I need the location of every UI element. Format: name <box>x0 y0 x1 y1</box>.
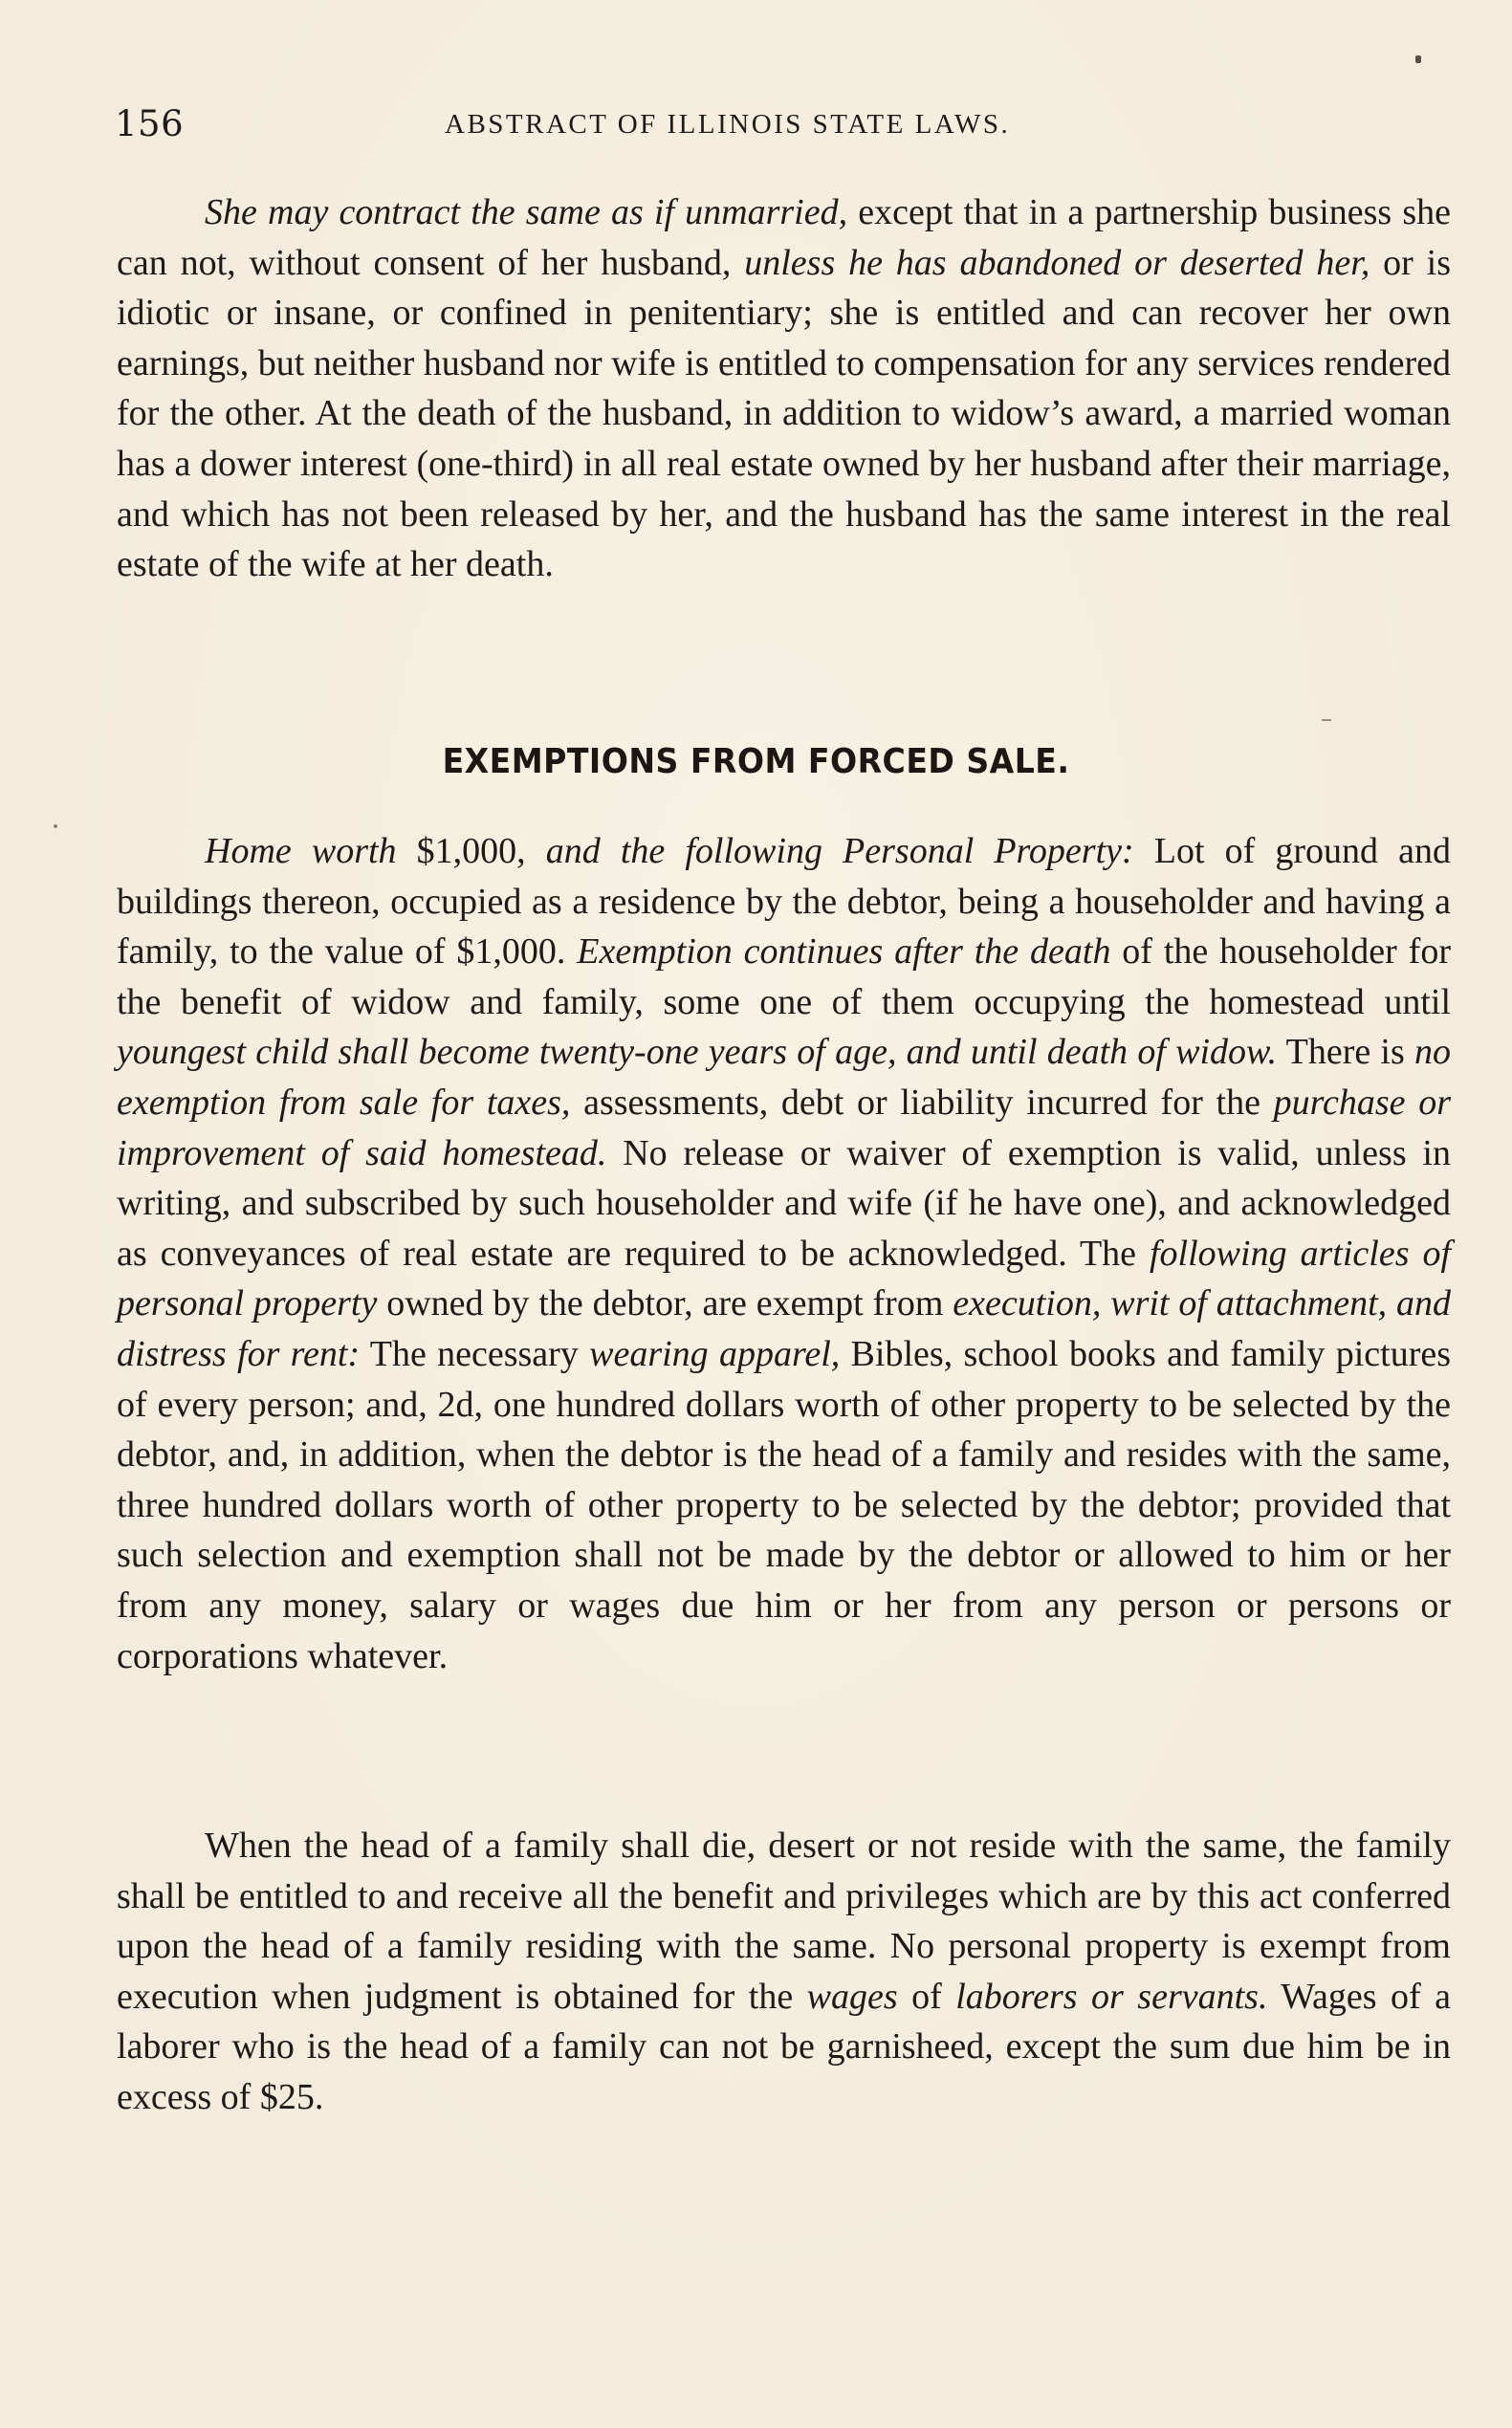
text-run: assessments, debt or liability incurred for the <box>570 1082 1274 1123</box>
running-head <box>115 103 1454 151</box>
text-run: or is idiotic or insane, or confined in penitentiary; she is entitled and can recover her own earnings, but neither husband nor wife is entitled to compensation for any services rendered for the other. At the death of the husband, in addition to widow’s award, a married woman has a dower interest (one-third) in all real estate owned by her husband after their marriage, and which has not been released by her, and the husband has the same interest in the real estate of the wife at her death. <box>117 242 1452 585</box>
text-run: She may contract the same as if unmarried, <box>205 192 848 232</box>
ink-dot <box>54 824 57 828</box>
page-number: 156 <box>115 103 185 144</box>
text-run: The necessary <box>360 1333 590 1374</box>
text-run: youngest child shall become twenty-one years of age, and until death of widow. <box>117 1032 1278 1073</box>
text-run: Bibles, school books and family pictures of every person; and, 2d, one hundred dollars worth of other property to be selected by the debtor, and, in addition, when the debtor is the head of a family and resides with the same, three hundred dollars worth of other property to be selected by the debtor; provided that such selection and exemption shall not be made by the debtor or allowed to him or her from any money, salary or wages due him or her from any person or persons or corporations whatever. <box>117 1333 1452 1676</box>
text-run: $1,000, <box>396 831 546 871</box>
text-run: and the following Personal Property: <box>545 831 1134 871</box>
text-run: When the head of a family shall die, desert or not reside with the same, the family shall be entitled to and receive all the benefit and privileges which are by this act conferred upon the head of a family residing with the same. No personal property is exempt from execution when judgment is obtained for the <box>117 1826 1451 2017</box>
text-run: wearing apparel, <box>589 1333 841 1374</box>
text-run: of the householder for the benefit of widow and family, some one of them occupying the homestead until <box>117 931 1451 1022</box>
text-block-married-women <box>117 187 1451 590</box>
text-run: owned by the debtor, are exempt from <box>377 1283 953 1324</box>
text-block-head-of-family <box>117 1821 1451 2123</box>
section-heading: EXEMPTIONS FROM FORCED SALE. <box>442 742 1070 781</box>
text-run: except that in a partnership business she can not, without consent of her husband, <box>117 192 1451 283</box>
paragraph <box>117 1821 1451 2123</box>
text-block-exemptions <box>117 826 1451 1681</box>
running-title: ABSTRACT OF ILLINOIS STATE LAWS. <box>445 109 1011 140</box>
text-run: no exemption from sale for taxes, <box>117 1032 1451 1123</box>
text-run: laborers or servants. <box>955 1976 1268 2017</box>
text-run: purchase or improvement of said homestead. <box>117 1082 1452 1173</box>
paragraph <box>117 187 1451 590</box>
text-run: execution, writ of attachment, and distress for rent: <box>117 1283 1452 1374</box>
text-run: No release or waiver of exemption is valid, unless in writing, and subscribed by such householder and wife (if he have one), and acknowledged as conveyances of real estate are required to be acknowledged. The <box>117 1132 1451 1274</box>
paragraph <box>117 826 1451 1681</box>
text-run: wages <box>806 1976 898 2017</box>
text-run: unless he has abandoned or deserted her, <box>744 242 1370 283</box>
ink-dash <box>1322 719 1331 721</box>
text-run: Wages of a laborer who is the head of a family can not be garnisheed, except the sum due him be in excess of $25. <box>117 1976 1451 2117</box>
text-run: of <box>897 1976 956 2017</box>
text-run: Home worth <box>205 831 397 871</box>
ink-speck <box>1415 55 1421 63</box>
text-run: Lot of ground and buildings thereon, occupied as a residence by the debtor, being a householder and having a family, to the value of $1,000. <box>117 831 1451 973</box>
text-run: following articles of personal property <box>117 1233 1451 1324</box>
text-run: There is <box>1277 1032 1414 1073</box>
text-run: Exemption continues after the death <box>577 931 1111 973</box>
